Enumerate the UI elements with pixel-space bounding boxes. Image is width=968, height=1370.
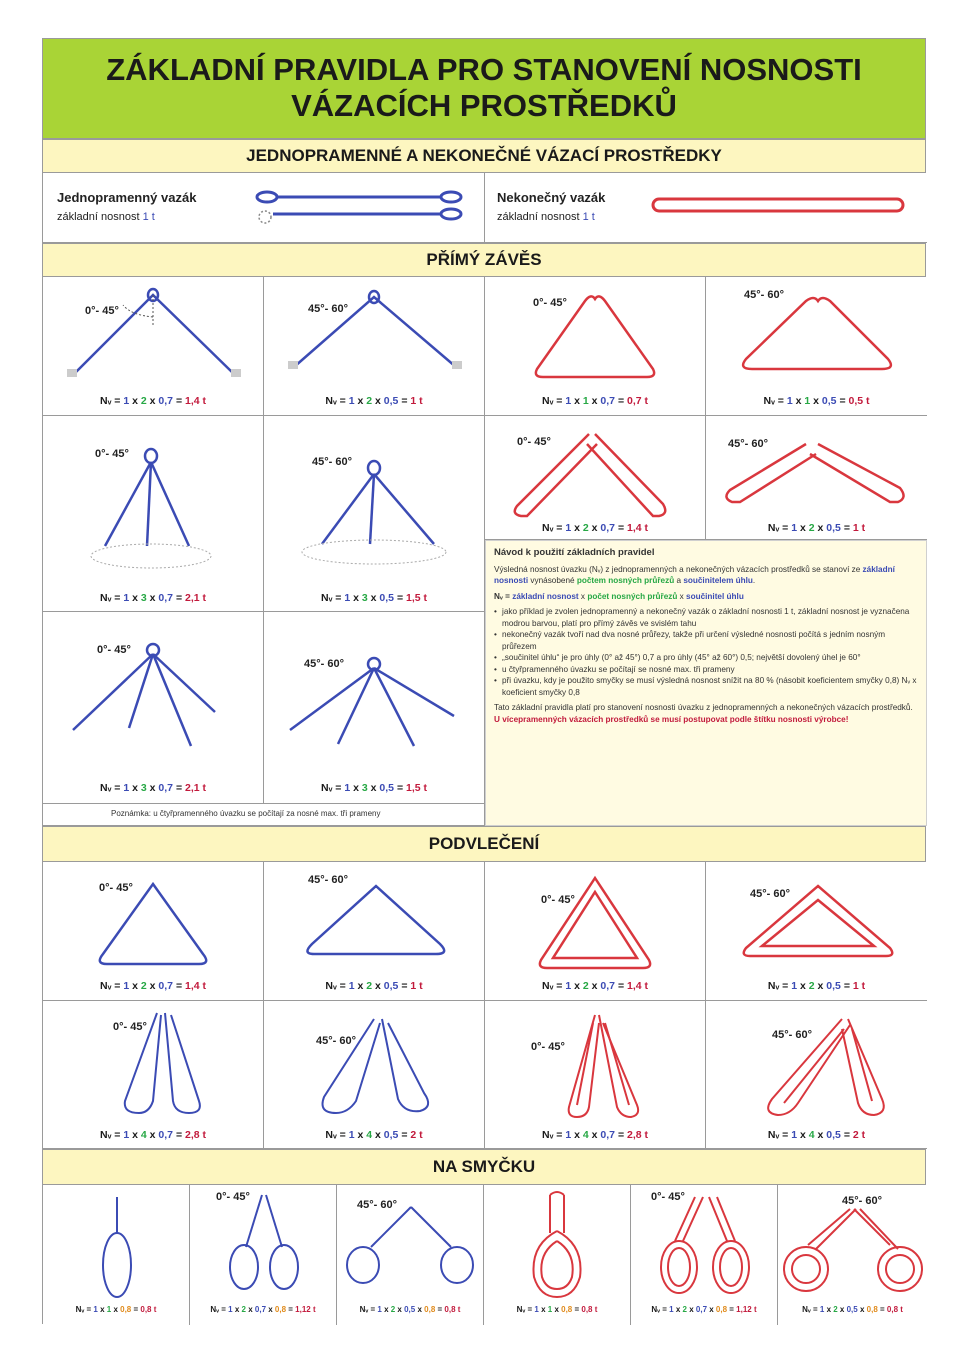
formula: Nᵥ = 1 x 4 x 0,5 = 2 t xyxy=(767,1129,866,1141)
formula: Nᵥ = 1 x 2 x 0,5 = 1 t xyxy=(767,522,866,534)
basket-double-endless-60 xyxy=(706,1001,927,1149)
direct-4leg-45 xyxy=(43,612,264,804)
formula: Nᵥ = 1 x 4 x 0,7 = 2,8 t xyxy=(541,1129,649,1141)
basket-double-60 xyxy=(264,1001,485,1149)
formula: Nᵥ = 1 x 2 x 0,7 x 0,8 = 1,12 t xyxy=(210,1305,316,1314)
choke-endless-single xyxy=(484,1185,631,1325)
direct-endless-1-60 xyxy=(706,277,927,416)
direct-3leg-45 xyxy=(43,416,264,612)
angle-label: 45°- 60° xyxy=(772,1029,812,1041)
guide-paragraph-1: Výsledná nosnost úvazku (Nᵥ) z jednopramenných a nekonečných vázacích prostředků se stanoví ze základní nosnosti vynásobené počtem nosných průřezů a součinitelem úhlu. xyxy=(494,564,895,585)
formula: Nᵥ = 1 x 4 x 0,5 = 2 t xyxy=(325,1129,423,1141)
basket-endless-60 xyxy=(706,862,927,1001)
angle-label: 0°- 45° xyxy=(216,1191,250,1203)
basket-double-endless-45 xyxy=(485,1001,706,1149)
direct-endless-2-60 xyxy=(706,416,927,540)
angle-label: 0°- 45° xyxy=(533,297,567,309)
angle-label: 0°- 45° xyxy=(85,305,119,317)
angle-label: 0°- 45° xyxy=(651,1191,685,1203)
basket-double-45 xyxy=(43,1001,264,1149)
section-header-direct: PŘÍMÝ ZÁVĚS xyxy=(43,243,925,277)
legend-single-name: Jednopramenný vazák xyxy=(57,190,197,205)
basket-endless-45 xyxy=(485,862,706,1001)
formula: Nᵥ = 1 x 3 x 0,5 = 1,5 t xyxy=(320,592,428,604)
angle-label: 0°- 45° xyxy=(541,894,575,906)
angle-label: 0°- 45° xyxy=(113,1021,147,1033)
formula: Nᵥ = 1 x 3 x 0,7 = 2,1 t xyxy=(99,592,207,604)
formula: Nᵥ = 1 x 2 x 0,7 x 0,8 = 1,12 t xyxy=(651,1305,757,1314)
direct-2leg-60 xyxy=(264,277,485,416)
basket-single-60 xyxy=(264,862,485,1001)
legend-single-sling xyxy=(43,173,485,243)
formula: Nᵥ = 1 x 1 x 0,7 = 0,7 t xyxy=(541,395,649,407)
angle-label: 0°- 45° xyxy=(517,436,551,448)
formula: Nᵥ = 1 x 1 x 0,8 = 0,8 t xyxy=(75,1305,157,1314)
legend-endless-name: Nekonečný vazák xyxy=(497,190,606,205)
usage-guide xyxy=(485,540,927,826)
guide-bullet: • při úvazku, kdy je použito smyčky se musí výsledná nosnost snížit na 80 % (násobit koeficientem smyčky 0,8) Nᵥ x koeficient smyčky 0,8 xyxy=(494,675,918,698)
direct-endless-1-45 xyxy=(485,277,706,416)
formula: Nᵥ = 1 x 2 x 0,5 = 1 t xyxy=(325,395,423,407)
angle-label: 0°- 45° xyxy=(531,1041,565,1053)
legend-single-capacity: základní nosnost 1 t xyxy=(57,211,155,223)
direct-3leg-60 xyxy=(264,416,485,612)
guide-bullet: • „součinitel úhlu“ je pro úhly (0° až 45°) 0,7 a pro úhly (45° až 60°) 0,5; největší dovolený úhel je 60° xyxy=(494,652,918,664)
poster-sheet xyxy=(42,38,926,1324)
guide-bullet: • u čtyřpramenného úvazku se počítají se nosné max. tři prameny xyxy=(494,664,918,676)
guide-paragraph-3: Tato základní pravidla platí pro stanovení nosnosti úvazku z jednopramenných a nekonečných vázacích prostředků. U vícepramenných vázacích prostředků se musí postupovat podle štítku nosnosti výrobce! xyxy=(494,703,913,724)
angle-label: 45°- 60° xyxy=(316,1035,356,1047)
choke-endless-double-45 xyxy=(631,1185,778,1325)
page-title: ZÁKLADNÍ PRAVIDLA PRO STANOVENÍ NOSNOSTI VÁZACÍCH PROSTŘEDKŮ xyxy=(43,39,925,139)
section-header-basket: PODVLEČENÍ xyxy=(43,826,925,862)
angle-label: 45°- 60° xyxy=(308,874,348,886)
angle-label: 45°- 60° xyxy=(357,1199,397,1211)
choke-endless-double-60 xyxy=(778,1185,927,1325)
guide-bullet: • nekonečný vazák tvoří nad dva nosné průřezy, takže při určení výsledné nosnosti počítá s jedním nosným průřezem xyxy=(494,629,918,652)
endless-sling-icon xyxy=(485,173,927,243)
formula: Nᵥ = 1 x 1 x 0,8 = 0,8 t xyxy=(516,1305,598,1314)
direct-2leg-45 xyxy=(43,277,264,416)
formula: Nᵥ = 1 x 2 x 0,7 = 1,4 t xyxy=(541,522,649,534)
direct-endless-2-45 xyxy=(485,416,706,540)
choke-double-60 xyxy=(337,1185,484,1325)
guide-heading: Návod k použití základních pravidel xyxy=(494,547,655,558)
angle-label: 45°- 60° xyxy=(312,456,352,468)
angle-label: 0°- 45° xyxy=(95,448,129,460)
angle-label: 45°- 60° xyxy=(728,438,768,450)
angle-label: 45°- 60° xyxy=(744,289,784,301)
guide-bullets xyxy=(494,606,918,698)
formula: Nᵥ = 1 x 4 x 0,7 = 2,8 t xyxy=(99,1129,207,1141)
choke-double-45 xyxy=(190,1185,337,1325)
angle-label: 0°- 45° xyxy=(99,882,133,894)
formula: Nᵥ = 1 x 2 x 0,5 = 1 t xyxy=(325,980,423,992)
basket-single-45 xyxy=(43,862,264,1001)
formula: Nᵥ = 1 x 2 x 0,7 = 1,4 t xyxy=(541,980,649,992)
formula: Nᵥ = 1 x 1 x 0,5 = 0,5 t xyxy=(763,395,870,407)
section-header-single-endless: JEDNOPRAMENNÉ A NEKONEČNÉ VÁZACÍ PROSTŘEDKY xyxy=(43,139,925,173)
formula: Nᵥ = 1 x 2 x 0,5 x 0,8 = 0,8 t xyxy=(802,1305,903,1314)
guide-bullet: • jako příklad je zvolen jednopramenný a nekonečný vazák o základní nosnosti 1 t, základní nosnost je vyznačena modrou barvou, platí pro přímý závěs ve svislém tahu xyxy=(494,606,918,629)
legend-endless-capacity: základní nosnost 1 t xyxy=(497,211,595,223)
single-sling-icon xyxy=(43,173,485,243)
direct-4leg-60 xyxy=(264,612,485,804)
legend-endless-sling xyxy=(485,173,927,243)
formula: Nᵥ = 1 x 2 x 0,5 x 0,8 = 0,8 t xyxy=(359,1305,461,1314)
angle-label: 45°- 60° xyxy=(842,1195,882,1207)
angle-label: 45°- 60° xyxy=(304,658,344,670)
formula: Nᵥ = 1 x 3 x 0,5 = 1,5 t xyxy=(320,782,428,794)
guide-formula: Nᵥ = základní nosnost x počet nosných průřezů x součinitel úhlu xyxy=(494,591,744,601)
formula: Nᵥ = 1 x 2 x 0,7 = 1,4 t xyxy=(99,980,207,992)
angle-label: 45°- 60° xyxy=(750,888,790,900)
formula: Nᵥ = 1 x 3 x 0,7 = 2,1 t xyxy=(99,782,207,794)
choke-single xyxy=(43,1185,190,1325)
section-header-choke: NA SMYČKU xyxy=(43,1149,925,1185)
angle-label: 45°- 60° xyxy=(308,303,348,315)
direct-note: Poznámka: u čtyřpramenného úvazku se počítají za nosné max. tři prameny xyxy=(43,804,485,826)
formula: Nᵥ = 1 x 2 x 0,7 = 1,4 t xyxy=(99,395,207,407)
formula: Nᵥ = 1 x 2 x 0,5 = 1 t xyxy=(767,980,866,992)
angle-label: 0°- 45° xyxy=(97,644,131,656)
